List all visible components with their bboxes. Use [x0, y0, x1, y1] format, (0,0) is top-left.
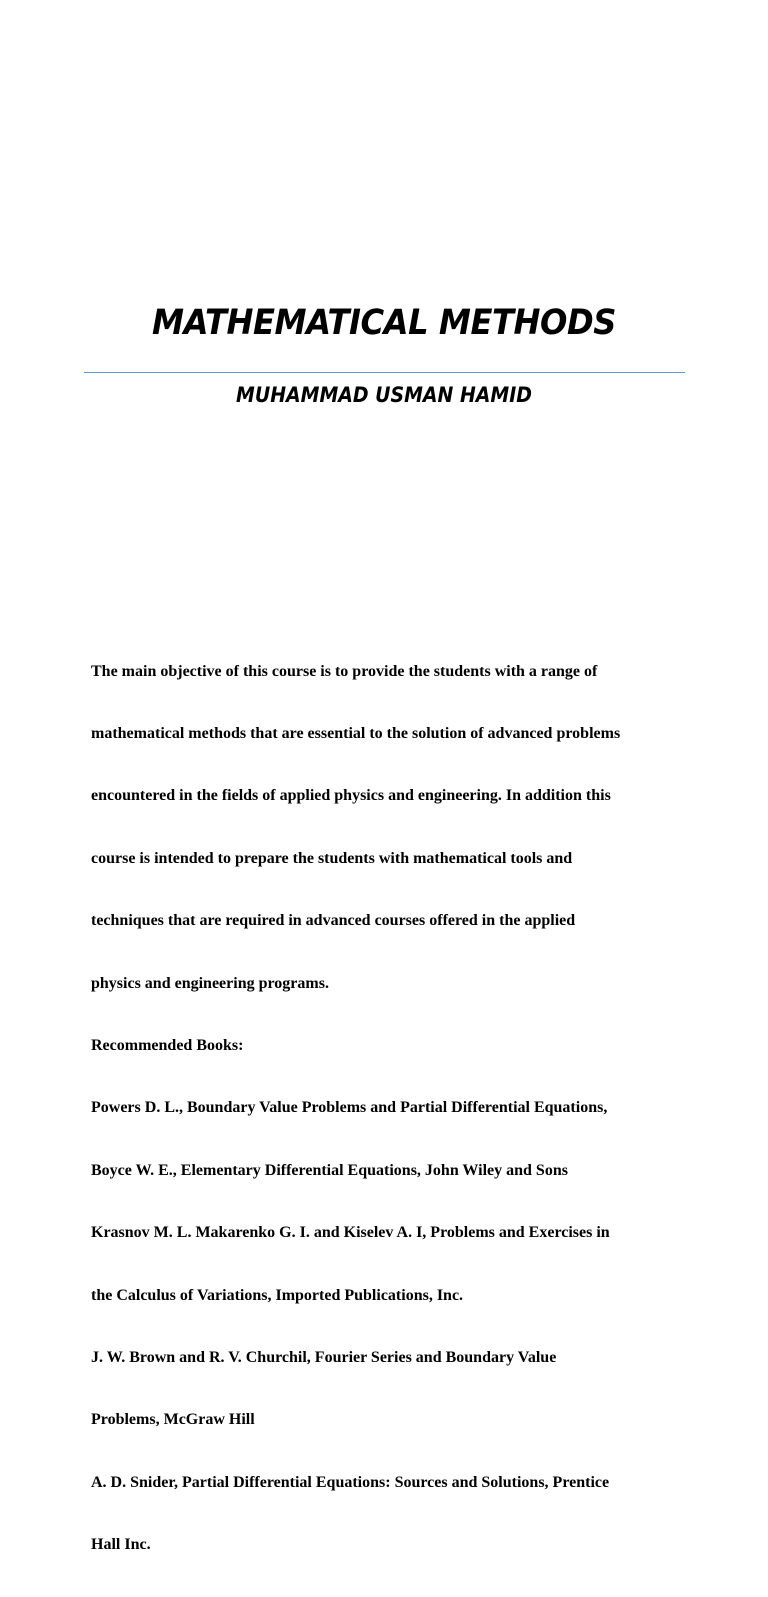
body-line: course is intended to prepare the students with mathematical tools and: [91, 849, 573, 867]
body-line: The main objective of this course is to provide the students with a range of: [91, 662, 598, 680]
body-line: physics and engineering programs.: [91, 974, 329, 992]
document-title: MATHEMATICAL METHODS: [152, 303, 616, 343]
book-reference-line: Problems, McGraw Hill: [91, 1411, 255, 1429]
body-line: encountered in the fields of applied physics and engineering. In addition this: [91, 787, 611, 805]
recommended-books-heading: Recommended Books:: [91, 1036, 244, 1054]
title-divider: [84, 372, 685, 373]
book-reference-line: Hall Inc.: [91, 1536, 151, 1554]
body-line: mathematical methods that are essential to the solution of advanced problems: [91, 724, 621, 742]
book-reference-line: A. D. Snider, Partial Differential Equations: Sources and Solutions, Prentice: [91, 1473, 610, 1491]
book-reference-line: J. W. Brown and R. V. Churchil, Fourier Series and Boundary Value: [91, 1348, 557, 1366]
book-reference-line: Powers D. L., Boundary Value Problems and Partial Differential Equations,: [91, 1099, 608, 1117]
book-reference-line: Boyce W. E., Elementary Differential Equations, John Wiley and Sons: [91, 1161, 568, 1179]
document-author: MUHAMMAD USMAN HAMID: [236, 383, 532, 407]
course-description: [91, 620, 691, 1597]
book-reference-line: the Calculus of Variations, Imported Publications, Inc.: [91, 1286, 464, 1304]
body-line: techniques that are required in advanced courses offered in the applied: [91, 912, 576, 930]
book-reference-line: Krasnov M. L. Makarenko G. I. and Kiselev A. I, Problems and Exercises in: [91, 1224, 610, 1242]
